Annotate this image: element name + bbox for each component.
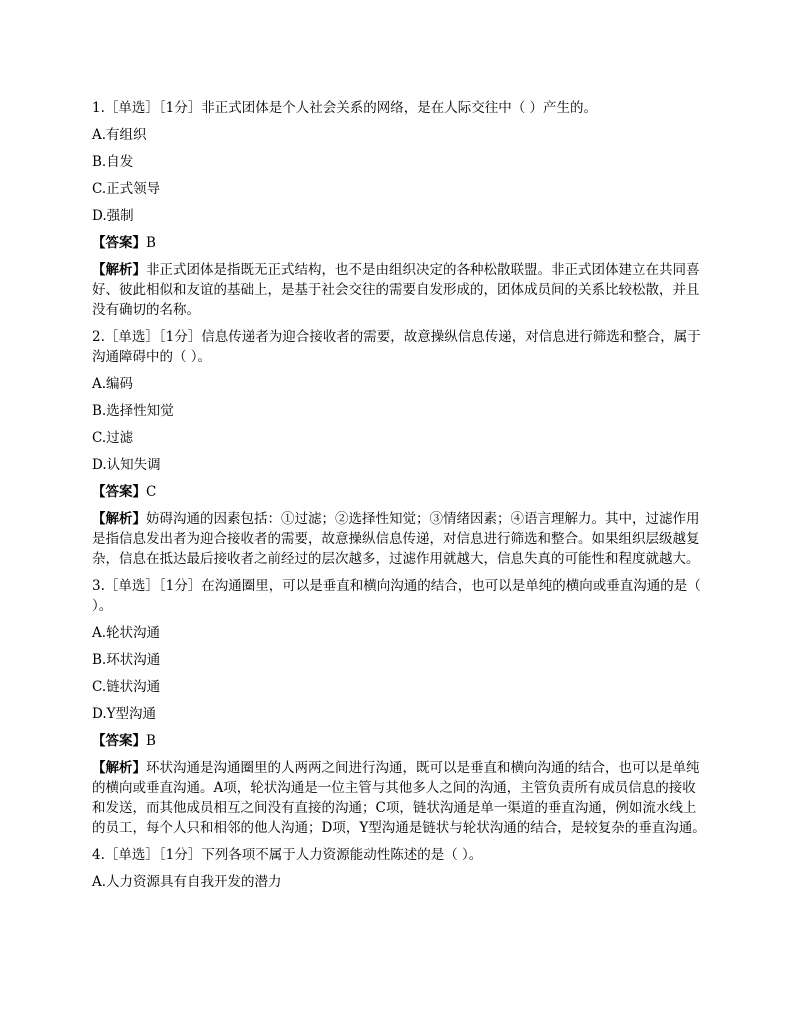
exam-page <box>92 98 707 899</box>
answer-value: B <box>146 235 156 251</box>
option-d: D.Y型沟通 <box>92 706 157 722</box>
analysis-text: 环状沟通是沟通圈里的人两两之间进行沟通，既可以是垂直和横向沟通的结合，也可以是单纯的横向或垂直沟通。A项，轮状沟通是一位主管与其他多人之间的沟通，主管负责所有成员信息的接收和发送，而其他成员相互之间没有直接的沟通；C项，链状沟通是单一渠道的垂直沟通，例如流水线上的员工，每个人只和相邻的他人沟通；D项，Y型沟通是链状与轮状沟通的结合，是较复杂的垂直沟通。 <box>92 760 706 836</box>
question-stem: 1.［单选］［1分］非正式团体是个人社会关系的网络，是在人际交往中（ ）产生的。 <box>92 100 598 116</box>
analysis-text: 非正式团体是指既无正式结构，也不是由组织决定的各种松散联盟。非正式团体建立在共同喜好、彼此相似和友谊的基础上，是基于社会交往的需要自发形成的，团体成员间的关系比较松散，并且没有确切的名称。 <box>92 262 700 318</box>
answer-line <box>92 482 707 502</box>
question-stem: 3.［单选］［1分］在沟通圈里，可以是垂直和横向沟通的结合，也可以是单纯的横向或垂直沟通的是（ ）。 <box>92 578 701 614</box>
answer-label: 【答案】 <box>92 484 146 500</box>
answer-value: B <box>146 733 156 749</box>
analysis-label: 【解析】 <box>92 760 146 776</box>
question-stem: 4.［单选］［1分］下列各项不属于人力资源能动性陈述的是（ ）。 <box>92 847 483 863</box>
option-a: A.编码 <box>92 376 134 392</box>
option-b: B.选择性知觉 <box>92 403 174 419</box>
option-c: C.链状沟通 <box>92 679 161 695</box>
option-c: C.过滤 <box>92 430 134 446</box>
option-a: A.轮状沟通 <box>92 625 161 641</box>
answer-line <box>92 233 707 253</box>
question-stem: 2.［单选］［1分］信息传递者为迎合接收者的需要，故意操纵信息传递，对信息进行筛选和整合，属于沟通障碍中的（ ）。 <box>92 329 701 365</box>
analysis-label: 【解析】 <box>92 511 146 527</box>
analysis-paragraph <box>92 758 707 838</box>
question-block <box>92 98 707 320</box>
option-b: B.自发 <box>92 154 134 170</box>
question-block <box>92 576 707 838</box>
option-d: D.强制 <box>92 208 134 224</box>
answer-label: 【答案】 <box>92 733 146 749</box>
analysis-paragraph <box>92 509 707 569</box>
option-a: A.有组织 <box>92 127 147 143</box>
option-b: B.环状沟通 <box>92 652 161 668</box>
option-c: C.正式领导 <box>92 181 161 197</box>
question-block <box>92 845 707 892</box>
option-a: A.人力资源具有自我开发的潜力 <box>92 874 282 890</box>
analysis-text: 妨碍沟通的因素包括：①过滤；②选择性知觉；③情绪因素；④语言理解力。其中，过滤作用是指信息发出者为迎合接收者的需要，故意操纵信息传递，对信息进行筛选和整合。如果组织层级越复杂，信息在抵达最后接收者之前经过的层次越多，过滤作用就越大，信息失真的可能性和程度就越大。 <box>92 511 700 567</box>
question-block <box>92 327 707 569</box>
analysis-paragraph <box>92 260 707 320</box>
answer-value: C <box>146 484 157 500</box>
answer-label: 【答案】 <box>92 235 146 251</box>
option-d: D.认知失调 <box>92 457 161 473</box>
answer-line <box>92 731 707 751</box>
analysis-label: 【解析】 <box>92 262 146 278</box>
